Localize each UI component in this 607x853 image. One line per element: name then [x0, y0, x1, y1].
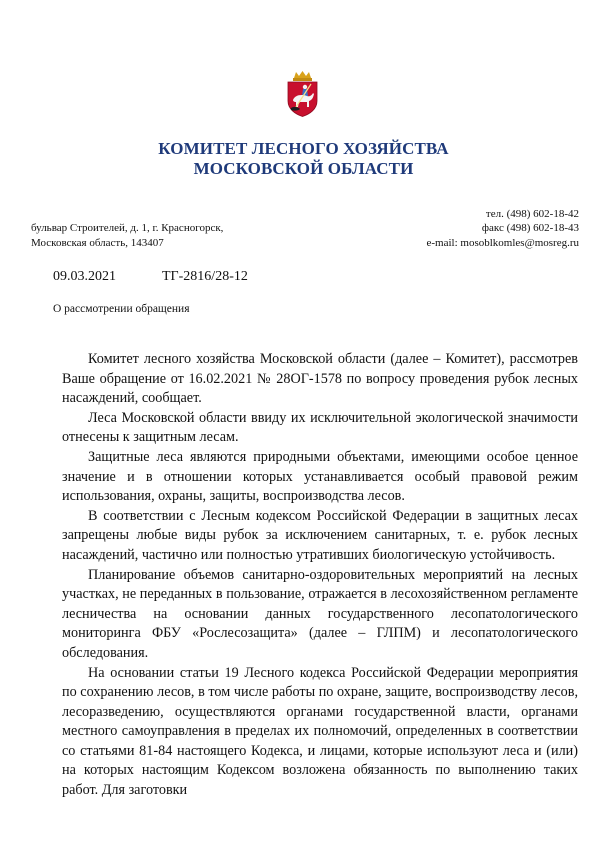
organization-name-line2: МОСКОВСКОЙ ОБЛАСТИ [193, 159, 414, 178]
document-subject: О рассмотрении обращения [53, 303, 190, 315]
email-address: e-mail: mosoblkomles@mosreg.ru [426, 237, 579, 249]
paragraph: Защитные леса являются природными объектами, имеющими особое ценное значение и в отношении которых устанавливается особый правовой режим использования, охраны, защиты, воспроизводства лесов. [62, 448, 578, 505]
moscow-oblast-coat-of-arms-icon [285, 71, 320, 117]
fax-number: факс (498) 602-18-43 [481, 222, 579, 234]
address-line2: Московская область, 143407 [31, 237, 164, 249]
address-line1: бульвар Строителей, д. 1, г. Красногорск, [31, 222, 224, 234]
document-number: ТГ-2816/28-12 [162, 269, 248, 284]
letter-body [62, 350, 578, 801]
paragraph: В соответствии с Лесным кодексом Российской Федерации в защитных лесах запрещены любые виды рубок за исключением санитарных, т. е. рубок лесных насаждений, частично или полностью утративших биологическую устойчивость. [62, 507, 578, 563]
organization-name-line1: КОМИТЕТ ЛЕСНОГО ХОЗЯЙСТВА [158, 139, 449, 158]
paragraph: Планирование объемов санитарно-оздоровительных мероприятий на лесных участках, не переданных в пользование, отражается в лесохозяйственном регламенте лесничества на основании данных государственного лесопатологического мониторинга ФБУ «Рослесозащита» (далее – ГЛПМ) и лесопатологического обследования. [62, 566, 578, 661]
document-date: 09.03.2021 [53, 269, 116, 284]
paragraph: На основании статьи 19 Лесного кодекса Российской Федерации мероприятия по сохранению лесов, в том числе работы по охране, защите, воспроизводству лесов, лесоразведению, осуществляются органами государственной власти, органами местного самоуправления в пределах их полномочий, определенных в соответствии со статьями 81-84 настоящего Кодекса, и лицами, которые используют леса и (или) на которых настоящим Кодексом возложена обязанность по выполнению таких работ. Для заготовки [62, 664, 578, 799]
paragraph: Леса Московской области ввиду их исключительной экологической значимости отнесены к защитным лесам. [62, 409, 578, 446]
phone-number: тел. (498) 602-18-42 [485, 208, 579, 220]
paragraph: Комитет лесного хозяйства Московской области (далее – Комитет), рассмотрев Ваше обращение от 16.02.2021 № 28ОГ-1578 по вопросу проведения рубок лесных насаждений, сообщает. [62, 351, 578, 407]
